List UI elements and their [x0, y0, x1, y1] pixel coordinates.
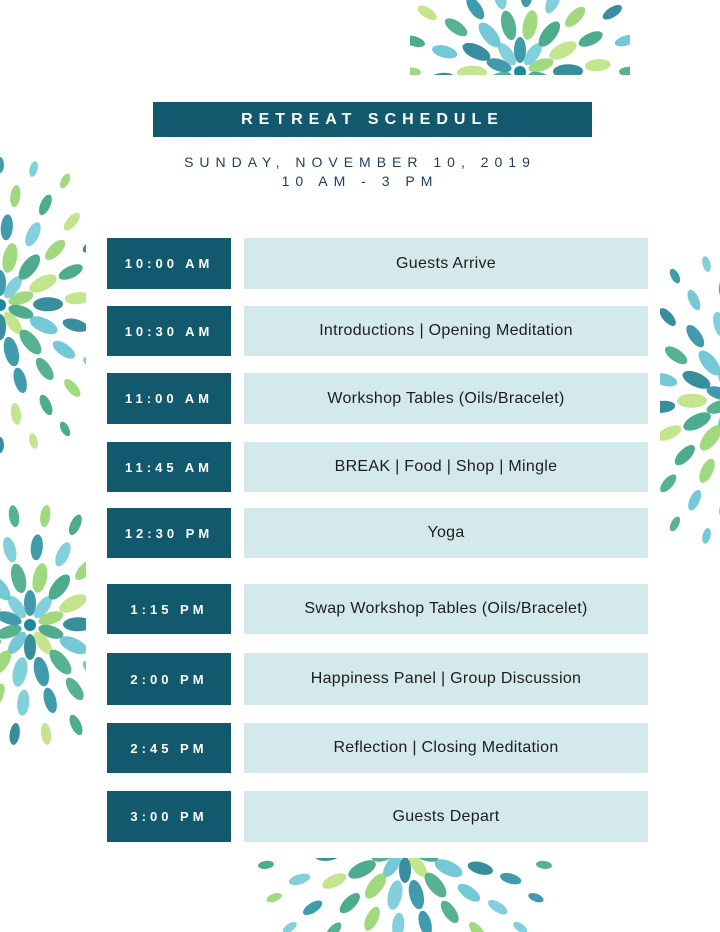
time-slot: 11:45 AM	[107, 442, 231, 492]
time-slot: 2:00 PM	[107, 653, 231, 705]
event-label: Introductions | Opening Meditation	[244, 306, 648, 356]
event-label: Workshop Tables (Oils/Bracelet)	[244, 373, 648, 424]
schedule-hours: 10 AM - 3 PM	[281, 173, 439, 189]
event-label: Happiness Panel | Group Discussion	[244, 653, 648, 705]
time-slot: 10:00 AM	[107, 238, 231, 289]
time-slot: 2:45 PM	[107, 723, 231, 773]
time-slot: 10:30 AM	[107, 306, 231, 356]
event-label: Yoga	[244, 508, 648, 558]
mandala-top-decoration	[410, 0, 630, 75]
mandala-bottom-left-decoration	[0, 500, 86, 750]
event-label: Reflection | Closing Meditation	[244, 723, 648, 773]
time-slot: 11:00 AM	[107, 373, 231, 424]
mandala-right-decoration	[660, 235, 720, 565]
schedule-date: SUNDAY, NOVEMBER 10, 2019	[184, 154, 536, 170]
schedule-title: RETREAT SCHEDULE	[153, 102, 592, 137]
time-slot: 3:00 PM	[107, 791, 231, 842]
time-slot: 1:15 PM	[107, 584, 231, 634]
event-label: Guests Depart	[244, 791, 648, 842]
event-label: Guests Arrive	[244, 238, 648, 289]
mandala-bottom-decoration	[255, 858, 555, 932]
time-slot: 12:30 PM	[107, 508, 231, 558]
event-label: BREAK | Food | Shop | Mingle	[244, 442, 648, 492]
mandala-left-decoration	[0, 140, 86, 470]
event-label: Swap Workshop Tables (Oils/Bracelet)	[244, 584, 648, 634]
